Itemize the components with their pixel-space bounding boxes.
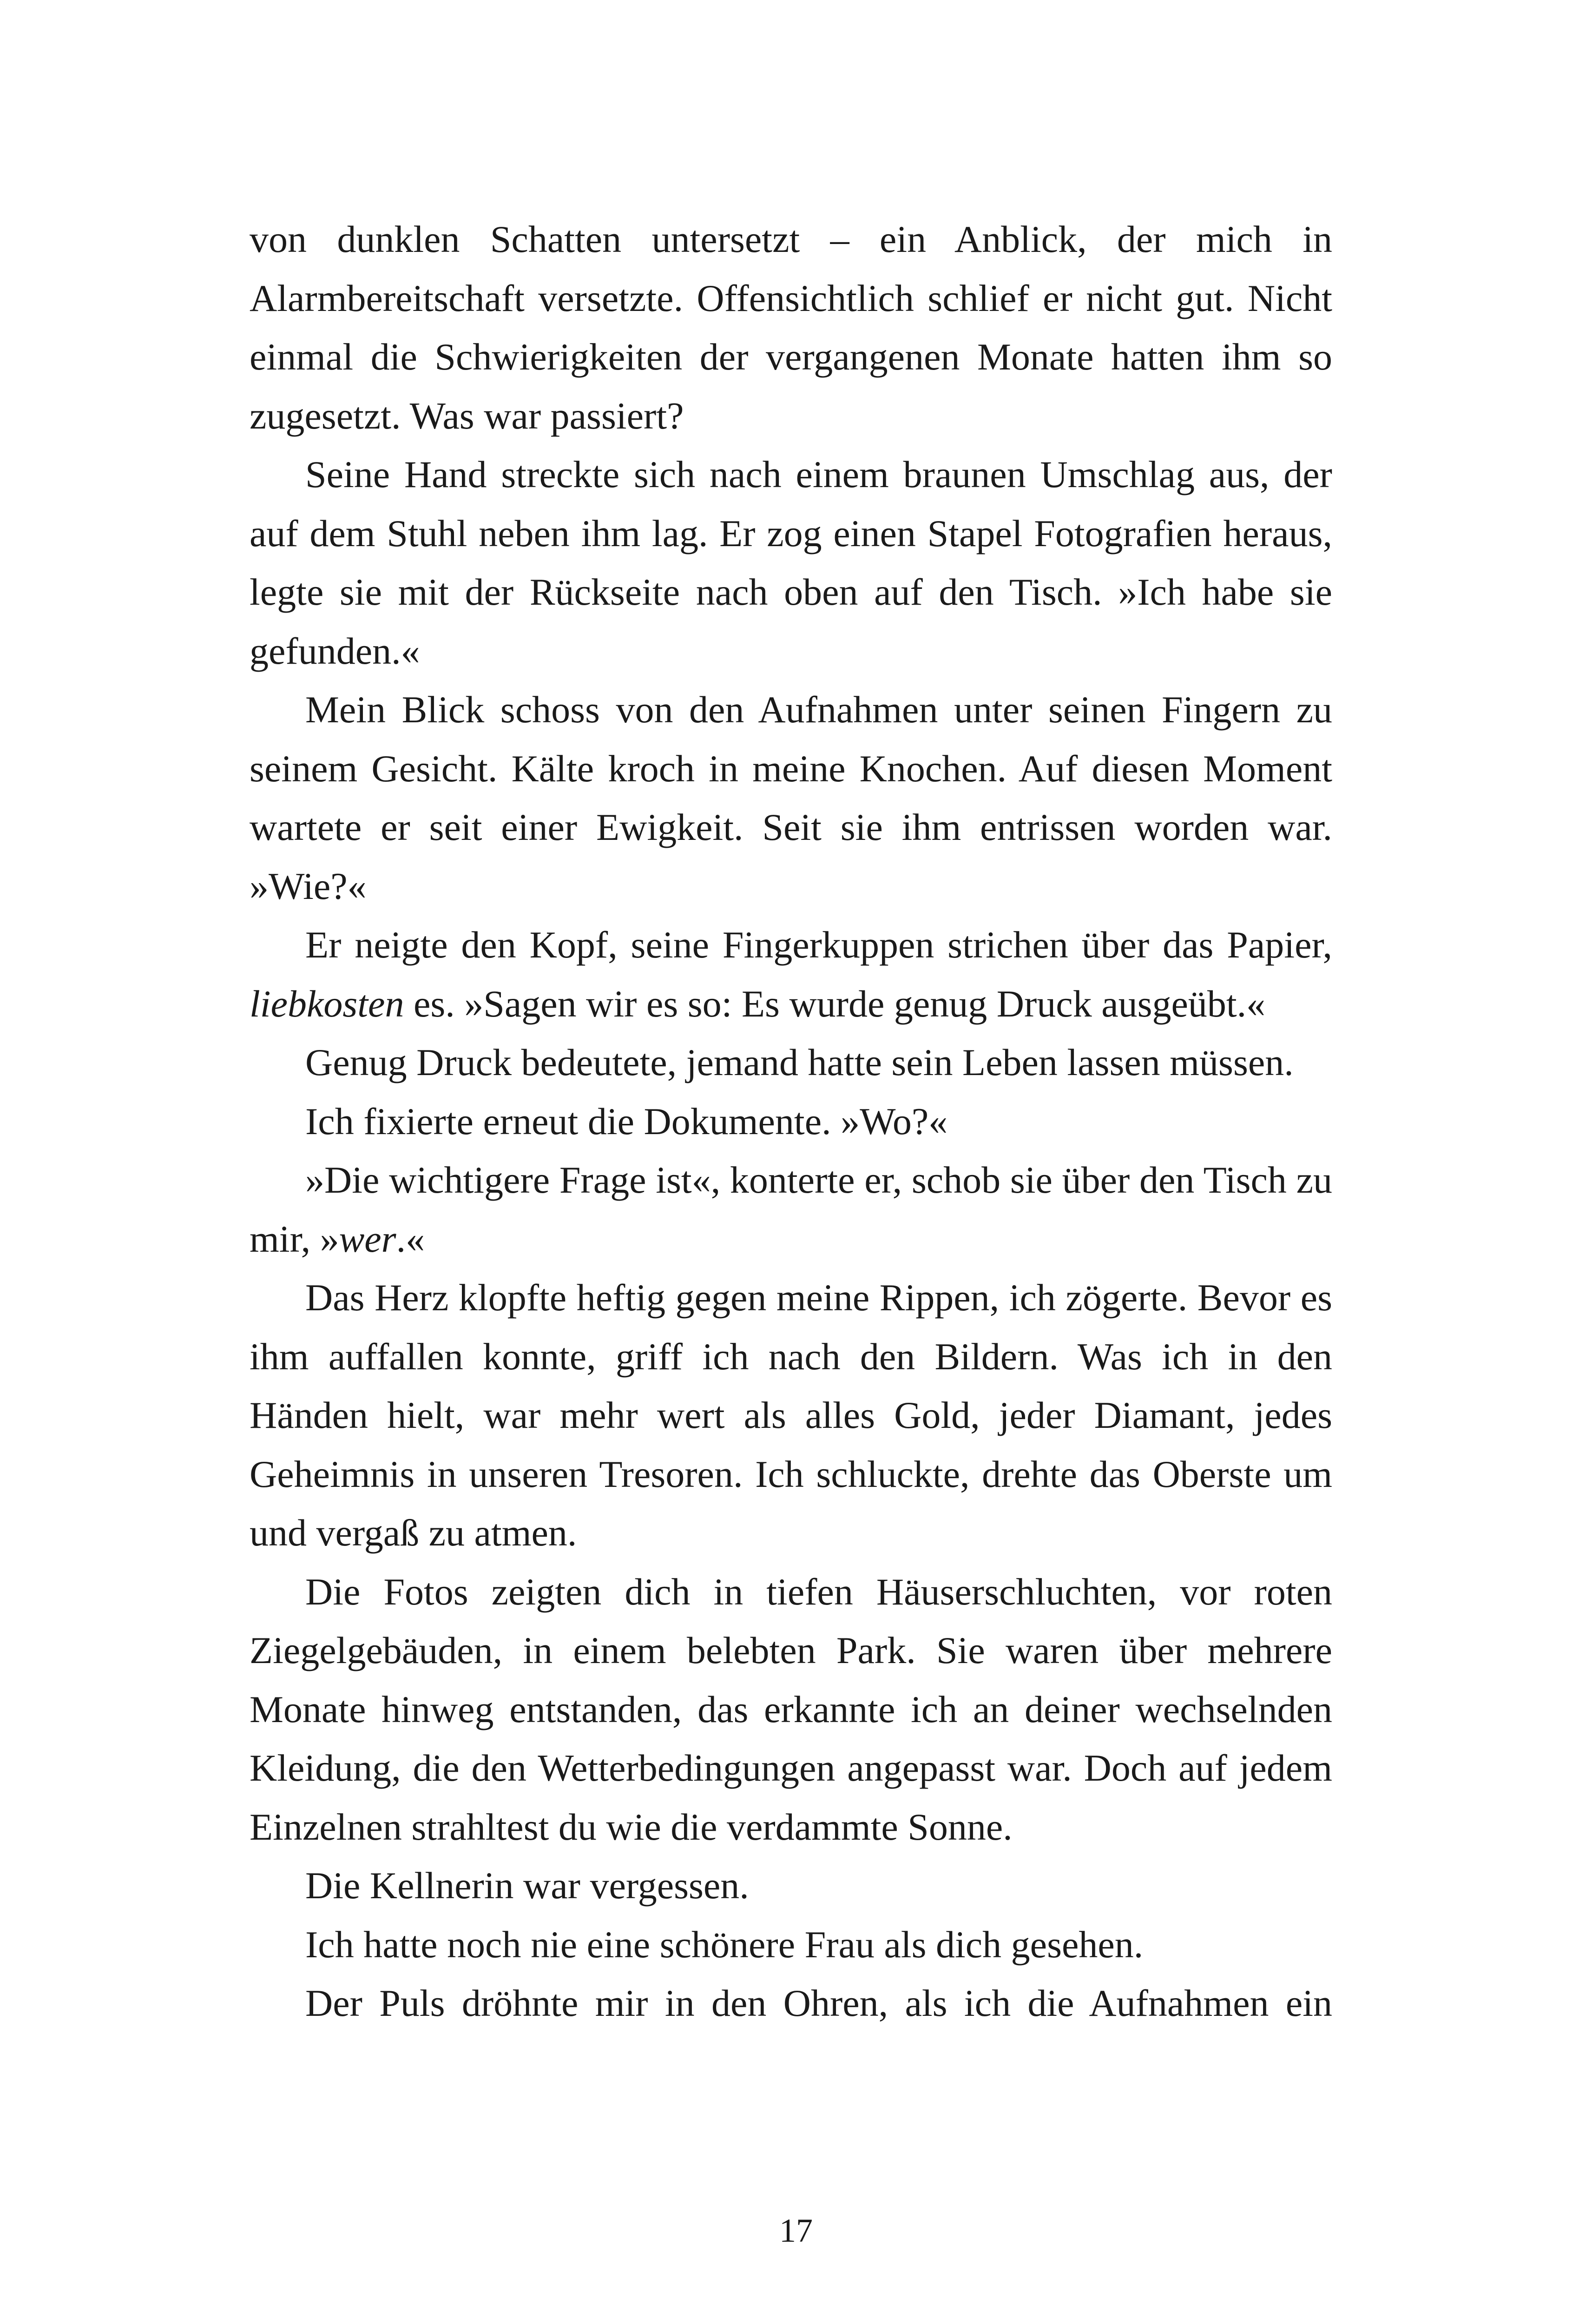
text-run: Ich hatte noch nie eine schönere Frau als dich gesehen.: [305, 1923, 1144, 1966]
text-run: .«: [396, 1217, 425, 1260]
text-run: Die Fotos zeigten dich in tiefen Häuserschluchten, vor roten Ziegelgebäuden, in einem belebten Park. Sie waren über mehrere Monate hinweg entstanden, das erkannte ich an deiner wechselnden Kleidung, die den Wetterbedingungen angepasst war. Doch auf jedem Einzelnen strahltest du wie die verdammte Sonne.: [250, 1570, 1332, 1848]
text-run: es. »Sagen wir es so: Es wurde genug Druck ausgeübt.«: [404, 982, 1266, 1025]
paragraph: [250, 1151, 1332, 1268]
text-run: Das Herz klopfte heftig gegen meine Rippen, ich zögerte. Bevor es ihm auffallen konnte, griff ich nach den Bildern. Was ich in den Händen hielt, war mehr wert als alles Gold, jeder Diamant, jedes Geheimnis in unseren Tresoren. Ich schluckte, drehte das Oberste um und vergaß zu atmen.: [250, 1276, 1332, 1554]
text-run: von dunklen Schatten untersetzt – ein Anblick, der mich in Alarmbereitschaft versetzte. Offensichtlich schlief er nicht gut. Nicht einmal die Schwierigkeiten der vergangenen Monate hatten ihm so zugesetzt. Was war passiert?: [250, 218, 1332, 437]
text-run: Mein Blick schoss von den Aufnahmen unter seinen Fingern zu seinem Gesicht. Kälte kroch in meine Knochen. Auf diesen Moment wartete er seit einer Ewigkeit. Seit sie ihm entrissen worden war. »Wie?«: [250, 688, 1332, 907]
text-run: Der Puls dröhnte mir in den Ohren, als ich die Aufnahmen ein: [305, 1982, 1332, 2024]
paragraph: [250, 1268, 1332, 1563]
body-text: [250, 210, 1332, 2033]
paragraph: [250, 1033, 1332, 1092]
paragraph: [250, 210, 1332, 445]
text-run: Er neigte den Kopf, seine Fingerkuppen strichen über das Papier,: [305, 924, 1332, 966]
page-number: 17: [779, 2212, 813, 2249]
paragraph: [250, 916, 1332, 1033]
paragraph: [250, 1856, 1332, 1915]
paragraph: [250, 1915, 1332, 1974]
paragraph: [250, 1563, 1332, 1857]
paragraph: [250, 680, 1332, 916]
text-run: »Die wichtigere Frage ist«, konterte er, schob sie über den Tisch zu mir, »: [250, 1159, 1332, 1260]
italic-text-run: wer: [339, 1217, 396, 1260]
text-run: Die Kellnerin war vergessen.: [305, 1864, 749, 1907]
text-run: Seine Hand streckte sich nach einem braunen Umschlag aus, der auf dem Stuhl neben ihm lag. Er zog einen Stapel Fotografien heraus, legte sie mit der Rückseite nach oben auf den Tisch. »Ich habe sie gefunden.«: [250, 453, 1332, 672]
text-run: Genug Druck bedeutete, jemand hatte sein Leben lassen müssen.: [305, 1041, 1294, 1083]
text-run: Ich fixierte erneut die Dokumente. »Wo?«: [305, 1100, 948, 1142]
italic-text-run: liebkosten: [250, 982, 404, 1025]
paragraph: [250, 445, 1332, 680]
paragraph: [250, 1974, 1332, 2033]
paragraph: [250, 1092, 1332, 1151]
